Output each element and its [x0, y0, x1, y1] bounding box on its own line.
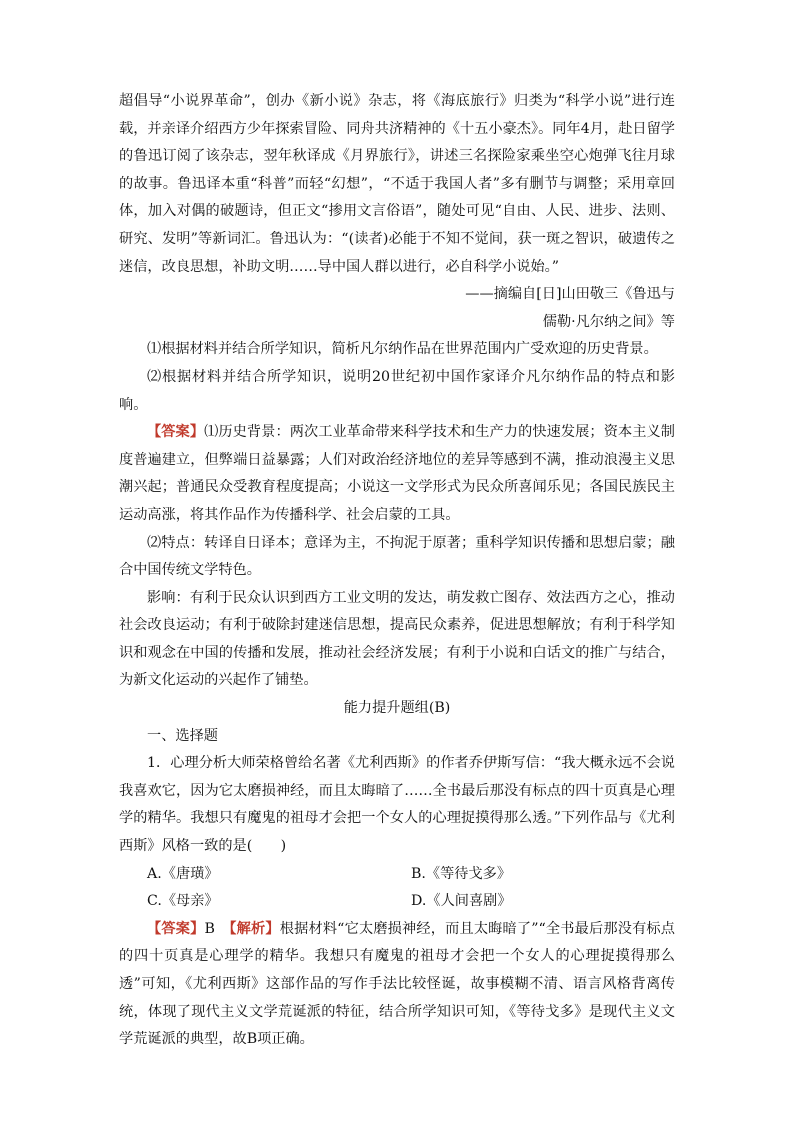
answer-part-1: [119, 419, 675, 529]
answer-text-1: ⑴历史背景：两次工业革命带来科学技术和生产力的快速发展；资本主义制度普遍建立，但弊端日益暴露；人们对政治经济地位的差异等感到不满，推动浪漫主义思潮兴起；普通民众受教育程度提高；小说这一文学形式为民众所喜闻乐见；各国民族民主运动高涨，将其作品作为传播科学、社会启蒙的工具。: [119, 424, 675, 523]
section-title: 能力提升题组(B): [343, 700, 451, 717]
mcq-explain-tag: 【解析】: [229, 920, 280, 937]
answer-part-3: 影响：有利于民众认识到西方工业文明的发达，萌发救亡图存、效法西方之心，推动社会改良运动；有利于破除封建迷信思想，提高民众素养，促进思想解放；有利于科学知识和观念在中国的传播和发展，推动社会经济发展；有利于小说和白话文的推广与结合，为新文化运动的兴起作了铺垫。: [119, 589, 675, 689]
answer-part-2: ⑵特点：转译自日译本；意译为主，不拘泥于原著；重科学知识传播和思想启蒙；融合中国传统文学特色。: [119, 534, 675, 579]
mcq-options: [119, 861, 675, 916]
question-1: ⑴根据材料并结合所学知识，简析凡尔纳作品在世界范围内广受欢迎的历史背景。: [147, 341, 658, 358]
mcq-answer-tag: 【答案】: [147, 920, 205, 937]
question-2: ⑵根据材料并结合所学知识，说明20世纪初中国作家译介凡尔纳作品的特点和影响。: [119, 368, 675, 413]
option-d: D.《人间喜剧》: [411, 893, 512, 910]
mcq-stem: 1．心理分析大师荣格曾给名著《尤利西斯》的作者乔伊斯写信：“我大概永远不会说我喜欢它，因为它太磨损神经，而且太晦暗了……全书最后那没有标点的四十页真是心理学的精华。我想只有魔鬼的祖母才会把一个女人的心理捉摸得那么透。”下列作品与《尤利西斯》风格一致的是( ): [119, 755, 675, 855]
mcq-answer: [119, 916, 675, 1054]
option-a: A.《唐璜》: [147, 865, 219, 882]
source-line-2: 儒勒·凡尔纳之间》等: [542, 313, 675, 330]
option-c: C.《母亲》: [147, 893, 219, 910]
answer-tag: 【答案】: [147, 424, 205, 441]
mcq-explain-text: 根据材料“它太磨损神经，而且太晦暗了”“全书最后那没有标点的四十页真是心理学的精华。我想只有魔鬼的祖母才会把一个女人的心理捉摸得那么透”可知，《尤利西斯》这部作品的写作手法比较怪诞，故事模糊不清、语言风格背离传统，体现了现代主义文学荒诞派的特征，结合所学知识可知，《等待戈多》是现代主义文学荒诞派的典型，故B项正确。: [119, 920, 675, 1048]
mcq-answer-value: B: [204, 920, 215, 937]
option-b: B.《等待戈多》: [411, 865, 512, 882]
material-paragraph: 超倡导“小说界革命”，创办《新小说》杂志，将《海底旅行》归类为“科学小说”进行连载，并亲译介绍西方少年探索冒险、同舟共济精神的《十五小豪杰》。同年4月，赴日留学的鲁迅订阅了该杂志，翌年秋译成《月界旅行》，讲述三名探险家乘坐空心炮弹飞往月球的故事。鲁迅译本重“科普”而轻“幻想”，“不适于我国人者”多有删节与调整；采用章回体，加入对偶的破题诗，但正文“掺用文言俗语”，随处可见“自由、人民、进步、法则、研究、发明”等新词汇。鲁迅认为：“(读者)必能于不知不觉间，获一斑之智识，破遗传之迷信，改良思想，补助文明……导中国人群以进行，必自科学小说始。”: [119, 93, 675, 275]
source-line-1: ——摘编自[日]山田敬三《鲁迅与: [465, 286, 675, 303]
section-subtitle: 一、选择题: [147, 727, 218, 744]
document-page: [119, 88, 675, 1054]
